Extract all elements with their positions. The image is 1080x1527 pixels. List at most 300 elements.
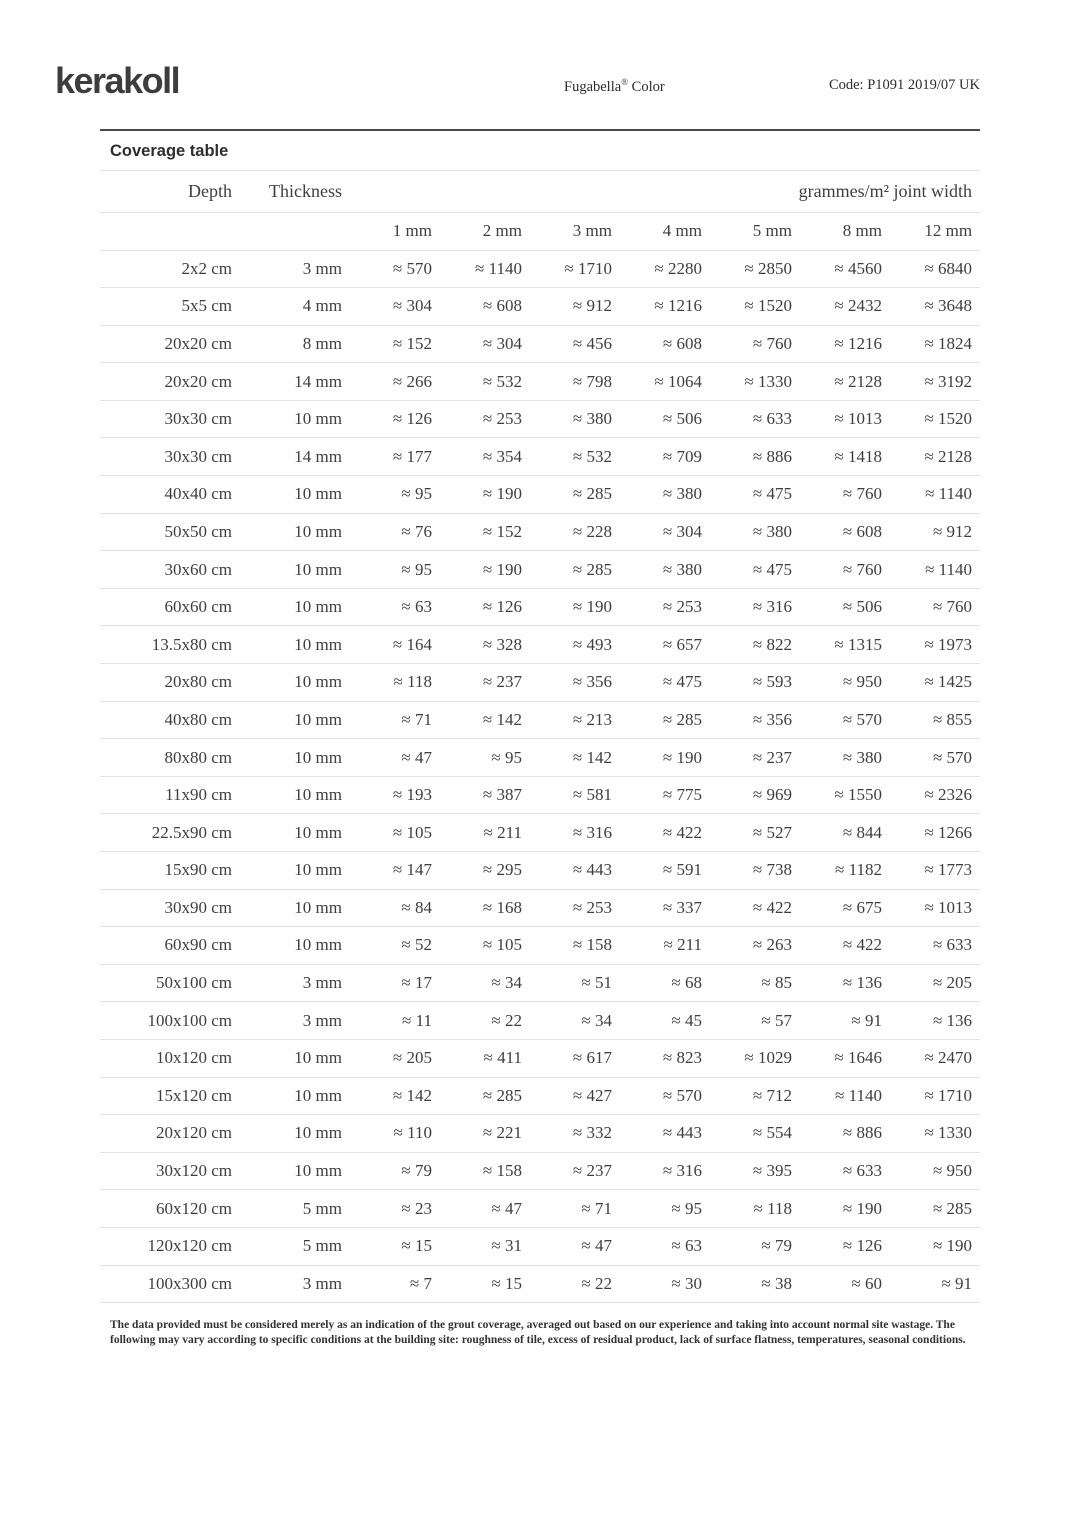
thickness-cell: 10 mm [294, 1123, 342, 1143]
coverage-value-cell: ≈ 190 [572, 597, 612, 617]
coverage-value-cell: ≈ 1140 [475, 258, 522, 278]
table-row [100, 964, 980, 1002]
table-row [100, 588, 980, 626]
coverage-value-cell: ≈ 570 [392, 258, 432, 278]
coverage-value-cell: ≈ 285 [572, 559, 612, 579]
coverage-value-cell: ≈ 142 [572, 747, 612, 767]
coverage-value-cell: ≈ 118 [393, 672, 432, 692]
coverage-value-cell: ≈ 47 [401, 747, 432, 767]
coverage-value-cell: ≈ 387 [482, 785, 522, 805]
coverage-value-cell: ≈ 91 [851, 1010, 882, 1030]
coverage-value-cell: ≈ 532 [482, 371, 522, 391]
table-row [100, 814, 980, 852]
depth-cell: 22.5x90 cm [151, 822, 232, 842]
coverage-value-cell: ≈ 608 [482, 296, 522, 316]
table-row [100, 739, 980, 777]
coverage-value-cell: ≈ 7 [409, 1273, 432, 1293]
coverage-value-cell: ≈ 15 [491, 1273, 522, 1293]
thickness-cell: 10 mm [294, 1048, 342, 1068]
coverage-value-cell: ≈ 30 [671, 1273, 702, 1293]
coverage-value-cell: ≈ 886 [842, 1123, 882, 1143]
coverage-value-cell: ≈ 316 [572, 822, 612, 842]
table-row [100, 363, 980, 401]
coverage-value-cell: ≈ 380 [662, 484, 702, 504]
coverage-value-cell: ≈ 205 [392, 1048, 432, 1068]
table-row [100, 889, 980, 927]
coverage-value-cell: ≈ 380 [842, 747, 882, 767]
coverage-value-cell: ≈ 34 [491, 973, 522, 993]
coverage-value-cell: ≈ 136 [842, 973, 882, 993]
document-code: Code: P1091 2019/07 UK [828, 77, 980, 93]
coverage-value-cell: ≈ 2280 [654, 258, 702, 278]
coverage-value-cell: ≈ 285 [932, 1198, 973, 1218]
table-row [100, 1190, 980, 1228]
coverage-value-cell: ≈ 213 [572, 709, 612, 729]
coverage-value-cell: ≈ 493 [572, 634, 612, 654]
coverage-value-cell: ≈ 95 [401, 484, 432, 504]
coverage-value-cell: ≈ 912 [932, 521, 973, 541]
coverage-value-cell: ≈ 506 [662, 409, 702, 429]
coverage-value-cell: ≈ 950 [932, 1161, 973, 1181]
kerakoll-logo: kerakoll [55, 60, 180, 101]
thickness-cell: 10 mm [294, 709, 342, 729]
coverage-value-cell: ≈ 76 [401, 521, 432, 541]
empty-header-cell [240, 212, 350, 250]
coverage-value-cell: ≈ 1315 [834, 634, 882, 654]
coverage-value-cell: ≈ 164 [392, 634, 432, 654]
depth-cell: 5x5 cm [181, 296, 232, 316]
coverage-value-cell: ≈ 798 [572, 371, 612, 391]
table-row [100, 664, 980, 702]
coverage-value-cell: ≈ 608 [662, 333, 702, 353]
joint-width-header: 5 mm [752, 221, 792, 240]
joint-width-header: 1 mm [392, 221, 432, 240]
table-row [100, 1152, 980, 1190]
coverage-value-cell: ≈ 295 [482, 860, 522, 880]
depth-cell: 60x90 cm [164, 935, 232, 955]
coverage-value-cell: ≈ 147 [392, 860, 432, 880]
coverage-value-cell: ≈ 51 [581, 973, 612, 993]
joint-width-header: 3 mm [572, 221, 612, 240]
thickness-cell: 10 mm [294, 597, 342, 617]
thickness-cell: 10 mm [294, 785, 342, 805]
coverage-value-cell: ≈ 1216 [834, 333, 882, 353]
coverage-value-cell: ≈ 60 [851, 1273, 882, 1293]
depth-cell: 20x120 cm [155, 1123, 232, 1143]
coverage-value-cell: ≈ 95 [491, 747, 522, 767]
coverage-value-cell: ≈ 105 [392, 822, 432, 842]
coverage-value-cell: ≈ 68 [671, 973, 702, 993]
coverage-value-cell: ≈ 422 [752, 897, 792, 917]
coverage-value-cell: ≈ 1140 [835, 1085, 882, 1105]
coverage-value-cell: ≈ 1013 [834, 409, 882, 429]
coverage-value-cell: ≈ 4560 [834, 258, 882, 278]
coverage-value-cell: ≈ 633 [932, 935, 973, 955]
coverage-value-cell: ≈ 118 [753, 1198, 792, 1218]
coverage-value-cell: ≈ 126 [482, 597, 522, 617]
coverage-value-cell: ≈ 168 [482, 897, 522, 917]
coverage-value-cell: ≈ 760 [932, 597, 973, 617]
depth-cell: 30x30 cm [164, 446, 232, 466]
coverage-value-cell: ≈ 47 [491, 1198, 522, 1218]
thickness-cell: 3 mm [302, 973, 342, 993]
coverage-value-cell: ≈ 237 [752, 747, 792, 767]
coverage-value-cell: ≈ 263 [752, 935, 792, 955]
table-row [100, 1265, 980, 1303]
coverage-value-cell: ≈ 126 [392, 409, 432, 429]
coverage-value-cell: ≈ 712 [752, 1085, 792, 1105]
table-row [100, 852, 980, 890]
coverage-value-cell: ≈ 3648 [924, 296, 973, 316]
coverage-value-cell: ≈ 84 [401, 897, 432, 917]
coverage-value-cell: ≈ 1824 [924, 333, 973, 353]
coverage-value-cell: ≈ 91 [941, 1273, 973, 1293]
coverage-value-cell: ≈ 1550 [834, 785, 882, 805]
coverage-value-cell: ≈ 158 [572, 935, 612, 955]
coverage-value-cell: ≈ 71 [401, 709, 432, 729]
depth-cell: 20x80 cm [164, 672, 232, 692]
joint-width-group-header: grammes/m² joint width [798, 180, 973, 201]
depth-cell: 40x40 cm [164, 484, 232, 504]
coverage-value-cell: ≈ 617 [572, 1048, 612, 1068]
coverage-value-cell: ≈ 395 [752, 1161, 792, 1181]
depth-cell: 20x20 cm [164, 371, 232, 391]
product-name-base: Fugabella [564, 78, 622, 95]
coverage-value-cell: ≈ 1520 [924, 409, 973, 429]
coverage-value-cell: ≈ 2128 [834, 371, 882, 391]
coverage-value-cell: ≈ 570 [842, 709, 882, 729]
depth-cell: 15x90 cm [164, 860, 232, 880]
coverage-value-cell: ≈ 17 [401, 973, 432, 993]
coverage-value-cell: ≈ 760 [752, 333, 792, 353]
coverage-value-cell: ≈ 332 [572, 1123, 612, 1143]
coverage-value-cell: ≈ 738 [752, 860, 792, 880]
coverage-value-cell: ≈ 675 [842, 897, 882, 917]
thickness-cell: 3 mm [302, 258, 342, 278]
coverage-table [100, 171, 980, 1303]
table-header-row-main [100, 171, 980, 212]
table-row [100, 1077, 980, 1115]
coverage-value-cell: ≈ 1973 [924, 634, 973, 654]
thickness-cell: 4 mm [302, 296, 342, 316]
coverage-value-cell: ≈ 2128 [924, 446, 973, 466]
coverage-value-cell: ≈ 253 [572, 897, 612, 917]
coverage-value-cell: ≈ 205 [932, 973, 973, 993]
coverage-value-cell: ≈ 443 [572, 860, 612, 880]
coverage-value-cell: ≈ 354 [482, 446, 522, 466]
table-row [100, 701, 980, 739]
coverage-value-cell: ≈ 190 [482, 484, 522, 504]
coverage-value-cell: ≈ 760 [842, 484, 882, 504]
coverage-value-cell: ≈ 95 [671, 1198, 702, 1218]
joint-width-header: 8 mm [842, 221, 882, 240]
coverage-value-cell: ≈ 1029 [744, 1048, 792, 1068]
coverage-value-cell: ≈ 760 [842, 559, 882, 579]
depth-cell: 120x120 cm [147, 1236, 232, 1256]
coverage-value-cell: ≈ 253 [482, 409, 522, 429]
coverage-value-cell: ≈ 380 [662, 559, 702, 579]
coverage-value-cell: ≈ 823 [662, 1048, 702, 1068]
coverage-value-cell: ≈ 190 [842, 1198, 882, 1218]
coverage-value-cell: ≈ 316 [752, 597, 792, 617]
coverage-value-cell: ≈ 1773 [924, 860, 973, 880]
coverage-value-cell: ≈ 190 [662, 747, 702, 767]
coverage-value-cell: ≈ 475 [752, 484, 792, 504]
table-row [100, 1002, 980, 1040]
table-row [100, 1039, 980, 1077]
coverage-value-cell: ≈ 52 [401, 935, 432, 955]
registered-trademark-symbol: ® [621, 77, 629, 87]
coverage-value-cell: ≈ 211 [483, 822, 522, 842]
coverage-value-cell: ≈ 23 [401, 1198, 432, 1218]
coverage-value-cell: ≈ 34 [581, 1010, 612, 1030]
coverage-value-cell: ≈ 570 [932, 747, 973, 767]
coverage-value-cell: ≈ 136 [932, 1010, 973, 1030]
coverage-value-cell: ≈ 71 [581, 1198, 612, 1218]
depth-cell: 40x80 cm [164, 709, 232, 729]
coverage-value-cell: ≈ 237 [482, 672, 522, 692]
thickness-cell: 3 mm [302, 1010, 342, 1030]
thickness-cell: 10 mm [294, 672, 342, 692]
thickness-cell: 5 mm [302, 1236, 342, 1256]
coverage-value-cell: ≈ 380 [752, 521, 792, 541]
depth-cell: 13.5x80 cm [151, 634, 232, 654]
coverage-value-cell: ≈ 380 [572, 409, 612, 429]
coverage-value-cell: ≈ 1330 [744, 371, 792, 391]
coverage-value-cell: ≈ 190 [932, 1236, 973, 1256]
coverage-value-cell: ≈ 2470 [924, 1048, 973, 1068]
content-area [100, 129, 980, 1348]
coverage-value-cell: ≈ 79 [401, 1161, 432, 1181]
coverage-value-cell: ≈ 456 [572, 333, 612, 353]
joint-width-header: 4 mm [662, 221, 702, 240]
coverage-value-cell: ≈ 316 [662, 1161, 702, 1181]
thickness-cell: 10 mm [294, 1161, 342, 1181]
coverage-value-cell: ≈ 142 [392, 1085, 432, 1105]
coverage-value-cell: ≈ 581 [572, 785, 612, 805]
coverage-value-cell: ≈ 912 [572, 296, 612, 316]
coverage-value-cell: ≈ 11 [402, 1010, 432, 1030]
coverage-value-cell: ≈ 969 [752, 785, 792, 805]
coverage-value-cell: ≈ 221 [482, 1123, 522, 1143]
coverage-value-cell: ≈ 285 [572, 484, 612, 504]
coverage-value-cell: ≈ 3192 [924, 371, 973, 391]
coverage-value-cell: ≈ 1646 [834, 1048, 882, 1068]
table-row [100, 513, 980, 551]
coverage-value-cell: ≈ 193 [392, 785, 432, 805]
coverage-value-cell: ≈ 15 [401, 1236, 432, 1256]
depth-cell: 2x2 cm [181, 258, 232, 278]
coverage-value-cell: ≈ 422 [662, 822, 702, 842]
coverage-value-cell: ≈ 1266 [924, 822, 973, 842]
thickness-cell: 10 mm [294, 860, 342, 880]
coverage-value-cell: ≈ 105 [482, 935, 522, 955]
coverage-value-cell: ≈ 356 [572, 672, 612, 692]
coverage-value-cell: ≈ 328 [482, 634, 522, 654]
table-row [100, 626, 980, 664]
coverage-value-cell: ≈ 79 [761, 1236, 792, 1256]
coverage-value-cell: ≈ 527 [752, 822, 792, 842]
coverage-value-cell: ≈ 253 [662, 597, 702, 617]
coverage-value-cell: ≈ 158 [482, 1161, 522, 1181]
coverage-value-cell: ≈ 2326 [924, 785, 973, 805]
depth-header: Depth [188, 180, 232, 201]
coverage-value-cell: ≈ 1520 [744, 296, 792, 316]
depth-cell: 60x120 cm [155, 1198, 232, 1218]
depth-cell: 30x30 cm [164, 409, 232, 429]
coverage-value-cell: ≈ 57 [761, 1010, 792, 1030]
table-header-row-widths [100, 212, 980, 250]
coverage-value-cell: ≈ 228 [572, 521, 612, 541]
joint-width-header: 12 mm [924, 221, 973, 240]
empty-header-cell [100, 212, 240, 250]
thickness-cell: 10 mm [294, 559, 342, 579]
coverage-value-cell: ≈ 85 [761, 973, 792, 993]
coverage-value-cell: ≈ 443 [662, 1123, 702, 1143]
table-row [100, 927, 980, 965]
table-row [100, 325, 980, 363]
table-row [100, 438, 980, 476]
thickness-cell: 10 mm [294, 634, 342, 654]
coverage-value-cell: ≈ 110 [393, 1123, 432, 1143]
coverage-value-cell: ≈ 633 [842, 1161, 882, 1181]
section-title: Coverage table [100, 129, 980, 171]
coverage-value-cell: ≈ 304 [392, 296, 432, 316]
thickness-header: Thickness [269, 180, 342, 201]
thickness-cell: 10 mm [294, 409, 342, 429]
coverage-value-cell: ≈ 886 [752, 446, 792, 466]
coverage-value-cell: ≈ 2850 [744, 258, 792, 278]
coverage-value-cell: ≈ 211 [663, 935, 702, 955]
thickness-cell: 10 mm [294, 747, 342, 767]
depth-cell: 30x90 cm [164, 897, 232, 917]
table-row [100, 400, 980, 438]
coverage-value-cell: ≈ 422 [842, 935, 882, 955]
coverage-value-cell: ≈ 63 [401, 597, 432, 617]
document-header [0, 0, 1080, 130]
coverage-value-cell: ≈ 266 [392, 371, 432, 391]
table-row [100, 250, 980, 288]
coverage-value-cell: ≈ 570 [662, 1085, 702, 1105]
depth-cell: 30x60 cm [164, 559, 232, 579]
footnote: The data provided must be considered merely as an indication of the grout coverage, averaged out based on our experience and taking into account normal site wastage. The following may vary according to specific conditions at the building site: roughness of tile, excess of residual product, lack of surface flatness, temperatures, seasonal conditions. [110, 1319, 966, 1347]
coverage-value-cell: ≈ 1216 [654, 296, 702, 316]
product-name-rest: Color [628, 78, 665, 95]
coverage-value-cell: ≈ 304 [662, 521, 702, 541]
coverage-value-cell: ≈ 126 [842, 1236, 882, 1256]
coverage-value-cell: ≈ 285 [662, 709, 702, 729]
coverage-value-cell: ≈ 95 [401, 559, 432, 579]
depth-cell: 50x100 cm [155, 973, 232, 993]
coverage-value-cell: ≈ 411 [483, 1048, 522, 1068]
coverage-value-cell: ≈ 1064 [654, 371, 702, 391]
coverage-value-cell: ≈ 142 [482, 709, 522, 729]
coverage-value-cell: ≈ 2432 [834, 296, 882, 316]
coverage-value-cell: ≈ 1330 [924, 1123, 973, 1143]
thickness-cell: 14 mm [294, 371, 342, 391]
coverage-value-cell: ≈ 337 [662, 897, 702, 917]
coverage-value-cell: ≈ 608 [842, 521, 882, 541]
coverage-value-cell: ≈ 1140 [925, 484, 973, 504]
coverage-value-cell: ≈ 63 [671, 1236, 702, 1256]
coverage-value-cell: ≈ 31 [491, 1236, 522, 1256]
table-row [100, 476, 980, 514]
depth-cell: 11x90 cm [165, 785, 232, 805]
coverage-value-cell: ≈ 506 [842, 597, 882, 617]
depth-cell: 15x120 cm [155, 1085, 232, 1105]
depth-cell: 50x50 cm [164, 521, 232, 541]
coverage-value-cell: ≈ 356 [752, 709, 792, 729]
coverage-value-cell: ≈ 633 [752, 409, 792, 429]
depth-cell: 20x20 cm [164, 333, 232, 353]
coverage-value-cell: ≈ 427 [572, 1085, 612, 1105]
depth-cell: 100x300 cm [147, 1273, 232, 1293]
thickness-cell: 10 mm [294, 484, 342, 504]
depth-cell: 30x120 cm [155, 1161, 232, 1181]
thickness-cell: 3 mm [302, 1273, 342, 1293]
coverage-value-cell: ≈ 855 [932, 709, 973, 729]
thickness-cell: 10 mm [294, 822, 342, 842]
joint-width-header: 2 mm [482, 221, 522, 240]
coverage-value-cell: ≈ 475 [662, 672, 702, 692]
coverage-value-cell: ≈ 1013 [924, 897, 973, 917]
coverage-table-body [100, 250, 980, 1303]
table-row [100, 1115, 980, 1153]
depth-cell: 80x80 cm [164, 747, 232, 767]
coverage-value-cell: ≈ 6840 [924, 258, 973, 278]
thickness-cell: 10 mm [294, 1085, 342, 1105]
coverage-value-cell: ≈ 1710 [924, 1085, 973, 1105]
depth-cell: 100x100 cm [147, 1010, 232, 1030]
table-row [100, 776, 980, 814]
coverage-value-cell: ≈ 1418 [834, 446, 882, 466]
table-row [100, 551, 980, 589]
coverage-value-cell: ≈ 554 [752, 1123, 792, 1143]
coverage-value-cell: ≈ 177 [392, 446, 432, 466]
table-row [100, 1227, 980, 1265]
coverage-value-cell: ≈ 591 [662, 860, 702, 880]
coverage-value-cell: ≈ 47 [581, 1236, 612, 1256]
table-row [100, 288, 980, 326]
product-name [564, 77, 665, 96]
coverage-value-cell: ≈ 950 [842, 672, 882, 692]
coverage-value-cell: ≈ 152 [392, 333, 432, 353]
thickness-cell: 8 mm [302, 333, 342, 353]
thickness-cell: 14 mm [294, 446, 342, 466]
coverage-value-cell: ≈ 38 [761, 1273, 792, 1293]
thickness-cell: 10 mm [294, 935, 342, 955]
thickness-cell: 5 mm [302, 1198, 342, 1218]
coverage-value-cell: ≈ 1182 [835, 860, 882, 880]
coverage-value-cell: ≈ 475 [752, 559, 792, 579]
coverage-value-cell: ≈ 593 [752, 672, 792, 692]
coverage-value-cell: ≈ 1425 [924, 672, 973, 692]
coverage-value-cell: ≈ 657 [662, 634, 702, 654]
coverage-value-cell: ≈ 532 [572, 446, 612, 466]
coverage-value-cell: ≈ 1140 [925, 559, 973, 579]
coverage-value-cell: ≈ 1710 [564, 258, 612, 278]
coverage-value-cell: ≈ 775 [662, 785, 702, 805]
coverage-value-cell: ≈ 22 [491, 1010, 522, 1030]
coverage-value-cell: ≈ 45 [671, 1010, 702, 1030]
coverage-value-cell: ≈ 822 [752, 634, 792, 654]
coverage-value-cell: ≈ 285 [482, 1085, 522, 1105]
coverage-value-cell: ≈ 304 [482, 333, 522, 353]
coverage-value-cell: ≈ 152 [482, 521, 522, 541]
depth-cell: 10x120 cm [155, 1048, 232, 1068]
coverage-value-cell: ≈ 709 [662, 446, 702, 466]
thickness-cell: 10 mm [294, 521, 342, 541]
